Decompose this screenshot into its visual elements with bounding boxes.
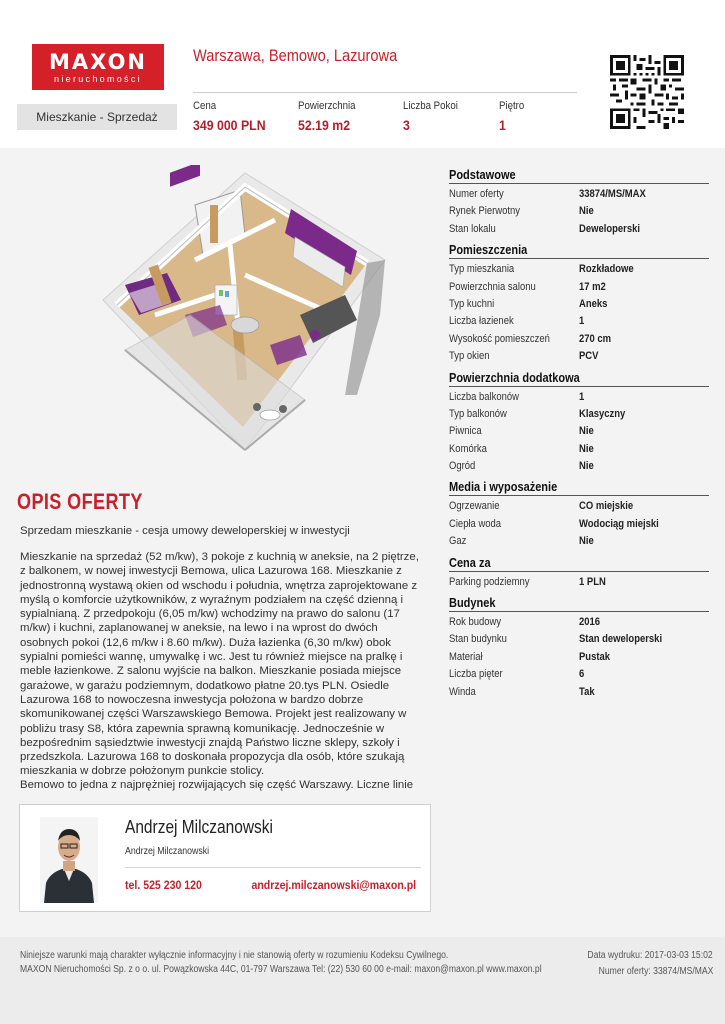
- detail-key: Typ mieszkania: [449, 263, 515, 276]
- section-title: Powierzchnia dodatkowa: [449, 370, 580, 385]
- stat-area: [298, 100, 363, 133]
- footer-print-date: Data wydruku: 2017-03-03 15:02: [587, 950, 713, 961]
- detail-row: [449, 631, 709, 648]
- section-title: Budynek: [449, 596, 496, 611]
- qr-code-icon[interactable]: [610, 55, 684, 129]
- detail-row: [449, 186, 709, 203]
- detail-key: Powierzchnia salonu: [449, 280, 536, 293]
- section-title: Podstawowe: [449, 168, 516, 182]
- description-title: OPIS OFERTY: [17, 489, 143, 514]
- detail-row: [449, 348, 709, 365]
- stat-floor: [499, 100, 528, 133]
- detail-value: Stan deweloperski: [579, 633, 663, 646]
- detail-row: [449, 458, 709, 475]
- detail-key: Komórka: [449, 442, 487, 455]
- stat-value: 52.19 m2: [298, 117, 351, 133]
- stat-label: Cena: [193, 100, 217, 112]
- detail-value: Klasyczny: [579, 407, 626, 420]
- detail-row: [449, 313, 709, 330]
- logo-subtitle: nieruchomości: [54, 74, 142, 84]
- detail-row: [449, 516, 709, 533]
- detail-value: Wodociąg miejski: [579, 517, 659, 530]
- detail-key: Numer oferty: [449, 188, 504, 200]
- details-section: [449, 168, 709, 243]
- detail-key: Liczba balkonów: [449, 390, 519, 403]
- agent-email-link[interactable]: andrzej.milczanowski@maxon.pl: [251, 878, 416, 892]
- detail-key: Winda: [449, 685, 476, 698]
- detail-value: 1: [579, 315, 585, 328]
- description-more: Bemowo to jedna z najprężniej rozwijających się część Warszawy. Liczne linie: [20, 779, 414, 791]
- detail-value: Nie: [579, 442, 594, 455]
- stat-value: 1: [499, 117, 506, 133]
- section-rule: [449, 258, 709, 259]
- section-rule: [449, 571, 709, 572]
- section-rule: [449, 386, 709, 387]
- detail-key: Typ okien: [449, 350, 490, 363]
- detail-row: [449, 389, 709, 406]
- detail-row: [449, 441, 709, 458]
- details-section: [449, 556, 709, 596]
- detail-row: [449, 498, 709, 515]
- section-title: Cena za: [449, 555, 491, 570]
- detail-row: [449, 614, 709, 631]
- floor-plan-image[interactable]: [95, 165, 395, 465]
- footer-disclaimer: Niniejsze warunki mają charakter wyłącznie informacyjny i nie stanowią oferty w rozumieniu Kodeksu Cywilnego.: [20, 950, 449, 961]
- detail-row: [449, 203, 709, 220]
- stat-price: [193, 100, 276, 133]
- detail-key: Rok budowy: [449, 616, 502, 629]
- detail-key: Stan lokalu: [449, 222, 496, 235]
- detail-value: 6: [579, 668, 585, 681]
- section-rule: [449, 611, 709, 612]
- detail-value: 17 m2: [579, 280, 606, 293]
- detail-key: Piwnica: [449, 425, 482, 438]
- footer-company: MAXON Nieruchomości Sp. z o o. ul. Powązkowska 44C, 01-797 Warszawa Tel: (22) 530 60 00 e-mail: maxon@maxon.pl www.maxon.pl: [20, 964, 542, 975]
- detail-value: 1 PLN: [579, 575, 606, 588]
- detail-value: Nie: [579, 425, 594, 438]
- detail-row: [449, 331, 709, 348]
- detail-key: Liczba łazienek: [449, 315, 514, 328]
- stat-value: 349 000 PLN: [193, 117, 266, 133]
- description-body: Mieszkanie na sprzedaż (52 m/kw), 3 pokoje z kuchnią w aneksie, na 2 piętrze, z balkonem, w nowej inwestycji Bemowa, ulica Lazurowa 168. Mieszkanie z jednostronną wystawą okien od wschodu i południa, wnętrza zaprojektowane z myślą o komforcie użytkowników, z wyraźnym podziałem na część dzienną i sypialnianą. Z przedpokoju (6,05 m/kw) wchodzimy na prawo do salonu (17 m/kw) i kuchni, zaplanowanej w aneksie, na lewo i na wprost do dwóch osobnych pokoi (12,6 m/kw i 8.60 m/kw). Duża łazienka (6,30 m/kw) obok sypialni pomieści wannę, umywalkę i wc. Jest tu również miejsce na pralkę i meble łazienkowe. Z salonu wyjście na balkon. Mieszkanie posiada miejsce garażowe, w garażu podziemnym, dodatkowo płatne 20.tys PLN. Osiedle Lazurowa 168 to nowoczesna inwestycja położona w bardzo dobrze skomunikowanej części Warszawskiego Bemowa. Projekt jest realizowany w pobliżu trasy S8, która zapewnia sprawną komunikację. Jednocześnie w bezpośrednim sąsiedztwie inwestycji znajdą Państwo liczne sklepy, szkoły i przedszkola. Lazurowa 168 to doskonała propozycja dla osób, które szukają mieszkania w dobrze położonym punkcie stolicy.: [20, 551, 419, 778]
- stat-label: Piętro: [499, 100, 525, 112]
- stat-label: Powierzchnia: [298, 100, 356, 112]
- detail-value: 270 cm: [579, 332, 612, 345]
- detail-row: [449, 684, 709, 701]
- details-section: [449, 371, 709, 481]
- detail-key: Ciepła woda: [449, 517, 502, 530]
- agent-phone-link[interactable]: tel. 525 230 120: [125, 878, 202, 892]
- section-rule: [449, 495, 709, 496]
- detail-key: Liczba pięter: [449, 668, 503, 681]
- detail-value: PCV: [579, 350, 599, 363]
- detail-row: [449, 279, 709, 296]
- stat-value: 3: [403, 117, 410, 133]
- agent-name: Andrzej Milczanowski: [125, 817, 273, 837]
- detail-value: 2016: [579, 616, 601, 629]
- detail-row: [449, 261, 709, 278]
- detail-key: Parking podziemny: [449, 575, 530, 588]
- page-header: [0, 0, 725, 148]
- maxon-logo[interactable]: [32, 44, 164, 90]
- header-divider: [193, 92, 577, 93]
- description-intro: Sprzedam mieszkanie - cesja umowy deweloperskiej w inwestycji: [20, 525, 350, 537]
- agent-divider: [125, 867, 421, 868]
- section-rule: [449, 183, 709, 184]
- detail-key: Materiał: [449, 650, 483, 663]
- detail-value: Rozkładowe: [579, 263, 634, 276]
- details-section: [449, 243, 709, 370]
- stat-rooms: [403, 100, 465, 133]
- stat-label: Liczba Pokoi: [403, 100, 458, 112]
- detail-value: Nie: [579, 460, 594, 473]
- detail-key: Ogrzewanie: [449, 500, 500, 513]
- details-panel: [449, 168, 709, 706]
- listing-location: Warszawa, Bemowo, Lazurowa: [193, 46, 398, 65]
- agent-photo: [40, 817, 98, 903]
- section-gap: [449, 701, 709, 706]
- detail-row: [449, 574, 709, 591]
- detail-key: Ogród: [449, 460, 476, 473]
- detail-row: [449, 296, 709, 313]
- detail-value: CO miejskie: [579, 500, 634, 513]
- detail-row: [449, 649, 709, 666]
- listing-type-badge: Mieszkanie - Sprzedaż: [17, 104, 177, 130]
- detail-value: Aneks: [579, 297, 608, 310]
- footer-offer-number: Numer oferty: 33874/MS/MAX: [598, 966, 713, 977]
- detail-value: 1: [579, 390, 585, 403]
- detail-row: [449, 423, 709, 440]
- detail-row: [449, 221, 709, 238]
- detail-value: 33874/MS/MAX: [579, 188, 646, 200]
- detail-value: Tak: [579, 685, 595, 698]
- detail-row: [449, 666, 709, 683]
- detail-value: Nie: [579, 205, 594, 218]
- details-section: [449, 480, 709, 555]
- details-section: [449, 596, 709, 706]
- section-title: Pomieszczenia: [449, 243, 528, 258]
- section-title: Media i wyposażenie: [449, 480, 558, 495]
- logo-wordmark: MAXON: [48, 50, 148, 74]
- detail-value: Nie: [579, 535, 594, 548]
- detail-key: Typ balkonów: [449, 407, 507, 420]
- page-footer: [0, 937, 725, 1024]
- detail-row: [449, 406, 709, 423]
- detail-key: Gaz: [449, 535, 467, 548]
- agent-card: [19, 804, 431, 912]
- detail-key: Stan budynku: [449, 633, 507, 646]
- detail-value: Pustak: [579, 650, 611, 663]
- detail-key: Wysokość pomieszczeń: [449, 332, 550, 345]
- detail-key: Rynek Pierwotny: [449, 205, 520, 218]
- agent-subname: Andrzej Milczanowski: [125, 846, 210, 857]
- detail-value: Deweloperski: [579, 222, 640, 235]
- detail-row: [449, 533, 709, 550]
- detail-key: Typ kuchni: [449, 297, 495, 310]
